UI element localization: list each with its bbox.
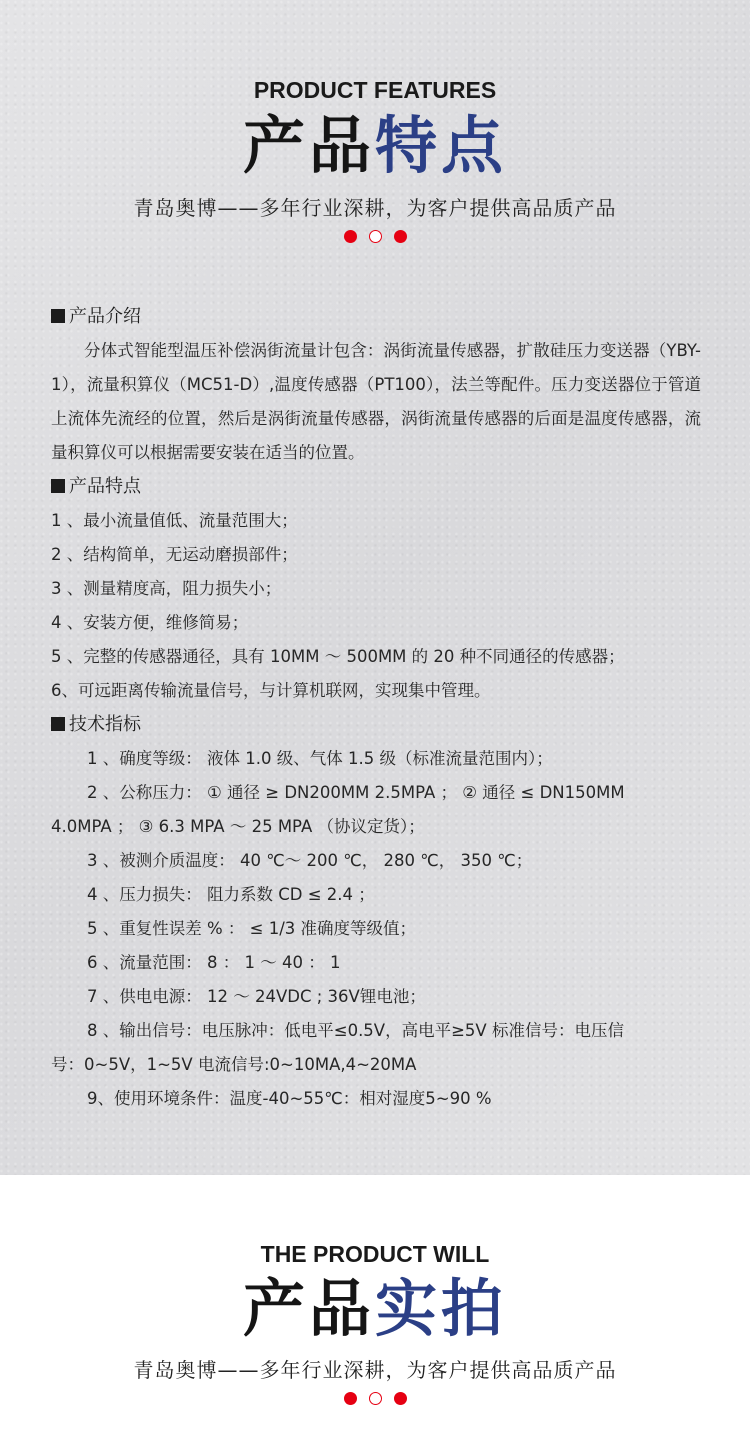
photos-cn-title-dark: 产品 [242,1272,375,1345]
intro-heading-text: 产品介绍 [69,306,141,327]
trait-item: 2 、结构简单，无运动磨损部件； [51,545,298,564]
specs-heading [51,708,701,742]
photos-section [0,1175,750,1454]
content-body [51,300,701,1116]
photos-slogan: 青岛奥博——多年行业深耕，为客户提供高品质产品 [133,1358,617,1382]
traits-heading-text: 产品特点 [69,476,141,497]
spec-item: 3 、被测介质温度： 40 ℃～ 200 ℃， 280 ℃， 350 ℃； [87,851,533,870]
intro-heading [51,300,701,334]
features-cn-title [0,108,750,184]
spec-item: 9、使用环境条件：温度-40~55℃：相对湿度5~90 % [87,1089,492,1108]
features-cn-title-dark: 产品 [242,109,375,182]
square-bullet-icon [51,479,65,493]
spec-item: 号：0~5V，1~5V 电流信号:0~10MA,4~20MA [51,1055,417,1074]
dot-red-icon [394,230,407,243]
trait-item: 1 、最小流量值低、流量范围大； [51,511,298,530]
photos-cn-title-blue: 实拍 [375,1272,508,1345]
spec-item: 5 、重复性误差 % ： ≤ 1/3 准确度等级值； [87,919,417,938]
specs-heading-text: 技术指标 [69,714,141,735]
features-dots [0,230,750,244]
photos-dots [0,1392,750,1406]
trait-item: 6、可远距离传输流量信号，与计算机联网，实现集中管理。 [51,681,491,700]
spec-item: 1 、确度等级： 液体 1.0 级、气体 1.5 级（标准流量范围内）； [87,749,553,768]
features-slogan: 青岛奥博——多年行业深耕，为客户提供高品质产品 [133,196,617,220]
dot-red-icon [344,1392,357,1405]
intro-paragraph: 分体式智能型温压补偿涡街流量计包含：涡街流量传感器，扩散硅压力变送器（YBY-1），流量积算仪（MC51-D）,温度传感器（PT100），法兰等配件。压力变送器位于管道上流体先流经的位置，然后是涡街流量传感器，涡街流量传感器的后面是温度传感器，流量积算仪可以根据需要安装在适当的位置。 [51,341,701,462]
photos-en-title: THE PRODUCT WILL [260,1241,490,1267]
dot-red-icon [394,1392,407,1405]
features-cn-title-blue: 特点 [375,109,508,182]
spec-item: 6 、流量范围： 8 ： 1 ～ 40 ： 1 [87,953,341,972]
dot-hollow-icon [369,1392,382,1405]
dot-hollow-icon [369,230,382,243]
traits-heading [51,470,701,504]
spec-item: 2 、公称压力： ① 通径 ≥ DN200MM 2.5MPA ； ② 通径 ≤ DN150MM [87,783,625,802]
photos-cn-title [0,1271,750,1347]
square-bullet-icon [51,717,65,731]
features-en-title: PRODUCT FEATURES [253,77,497,103]
trait-item: 3 、测量精度高，阻力损失小； [51,579,282,598]
trait-item: 4 、安装方便，维修简易； [51,613,249,632]
dot-red-icon [344,230,357,243]
trait-item: 5 、完整的传感器通径，具有 10MM ～ 500MM 的 20 种不同通径的传感器； [51,647,625,666]
spec-item: 7 、供电电源： 12 ～ 24VDC ; 36V锂电池； [87,987,426,1006]
spec-item: 4.0MPA ； ③ 6.3 MPA ～ 25 MPA （协议定货）； [51,817,425,836]
spec-item: 4 、压力损失： 阻力系数 CD ≤ 2.4 ； [87,885,375,904]
spec-item: 8 、输出信号：电压脉冲：低电平≤0.5V，高电平≥5V 标准信号：电压信 [87,1021,624,1040]
square-bullet-icon [51,309,65,323]
